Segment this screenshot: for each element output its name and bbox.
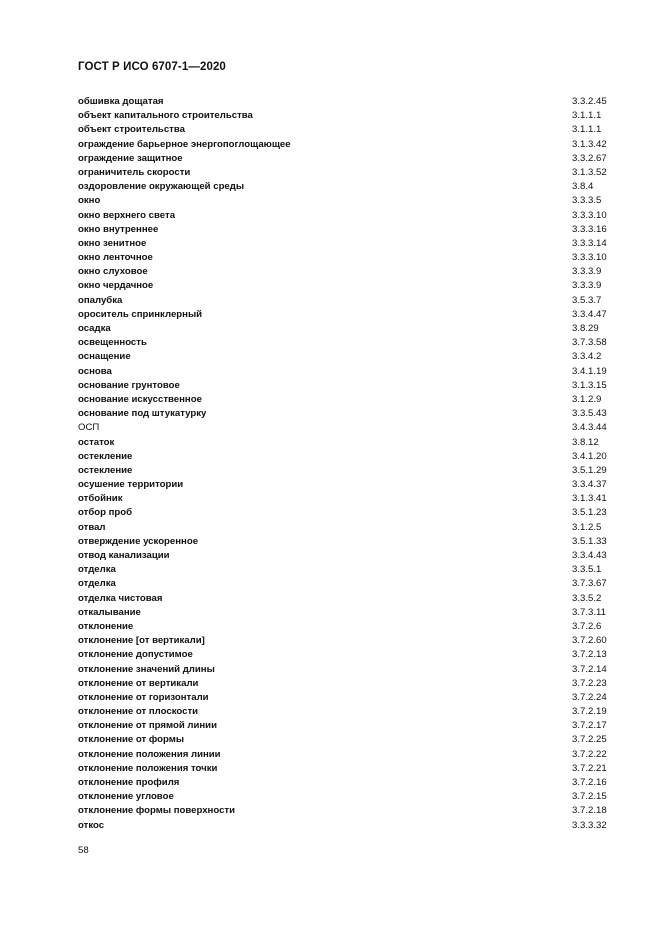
index-term: отклонение от прямой линии [78, 720, 217, 732]
index-entry [78, 421, 610, 435]
index-entry [78, 194, 610, 208]
index-entry [78, 223, 610, 237]
index-entry [78, 790, 610, 804]
index-reference: 3.5.1.33 [572, 535, 607, 547]
index-term: основание под штукатурку [78, 408, 207, 420]
index-term: опалубка [78, 294, 123, 306]
index-entry [78, 152, 610, 166]
index-reference: 3.8.12 [572, 436, 599, 448]
index-reference: 3.7.2.13 [572, 649, 607, 661]
index-term: отбойник [78, 493, 123, 505]
index-term: отклонение от формы [78, 734, 185, 746]
index-reference: 3.7.3.67 [572, 578, 607, 590]
index-term: отклонение положения линии [78, 748, 221, 760]
index-reference: 3.3.3.10 [572, 209, 607, 221]
index-reference: 3.5.3.7 [572, 294, 602, 306]
index-term: основание грунтовое [78, 379, 180, 391]
index-term: окно ленточное [78, 252, 153, 264]
index-term: объект строительства [78, 124, 185, 136]
index-entry [78, 450, 610, 464]
index-reference: 3.7.3.58 [572, 337, 607, 349]
index-term: основа [78, 365, 112, 377]
document-header: ГОСТ Р ИСО 6707-1—2020 [78, 61, 226, 73]
index-entry [78, 336, 610, 350]
index-entry [78, 95, 610, 109]
index-entry [78, 506, 610, 520]
index-entry [78, 677, 610, 691]
index-reference: 3.7.2.22 [572, 748, 607, 760]
index-entry [78, 620, 610, 634]
index-term: окно чердачное [78, 280, 154, 292]
index-entry [78, 705, 610, 719]
index-term: осадка [78, 323, 111, 334]
index-term: остекление [78, 450, 133, 462]
index-entry [78, 549, 610, 563]
index-term: отклонение угловое [78, 791, 174, 803]
index-reference: 3.7.2.60 [572, 635, 607, 647]
index-reference: 3.7.2.19 [572, 706, 607, 718]
index-term: откос [78, 819, 105, 831]
index-reference: 3.4.3.44 [572, 422, 607, 434]
index-entry [78, 279, 610, 293]
index-term: отклонение от горизонтали [78, 691, 209, 703]
index-entry [78, 322, 610, 336]
index-term: окно зенитное [78, 237, 147, 249]
index-reference: 3.7.2.23 [572, 677, 607, 689]
index-entry [78, 180, 610, 194]
index-term: отклонение [78, 620, 134, 632]
index-reference: 3.1.3.41 [572, 493, 607, 505]
index-reference: 3.7.2.17 [572, 720, 607, 732]
index-reference: 3.1.2.5 [572, 521, 602, 533]
index-term: отвод канализации [78, 550, 170, 561]
index-reference: 3.7.3.11 [572, 606, 606, 618]
index-term: отклонение профиля [78, 777, 180, 788]
index-reference: 3.3.4.43 [572, 550, 607, 561]
index-term: осушение территории [78, 479, 184, 491]
index-entry [78, 123, 610, 137]
index-reference: 3.3.4.37 [572, 479, 607, 491]
index-term: отделка [78, 578, 116, 590]
index-entry [78, 819, 610, 833]
index-term: отвал [78, 521, 106, 533]
index-term: отбор проб [78, 507, 133, 519]
index-term: ограничитель скорости [78, 166, 191, 178]
index-term: отклонение значений длины [78, 663, 215, 675]
index-entry [78, 691, 610, 705]
index-entry [78, 606, 610, 620]
index-term: оснащение [78, 351, 131, 363]
index-reference: 3.3.4.2 [572, 351, 602, 363]
index-reference: 3.4.1.19 [572, 365, 607, 377]
index-term: окно слуховое [78, 266, 148, 278]
index-reference: 3.7.2.16 [572, 777, 607, 788]
index-reference: 3.1.1.1 [572, 124, 602, 136]
index-entry [78, 109, 610, 123]
index-term: отклонение от плоскости [78, 706, 199, 718]
index-entry [78, 464, 610, 478]
index-reference: 3.7.2.21 [572, 762, 607, 774]
index-entry [78, 294, 610, 308]
index-entry [78, 762, 610, 776]
index-reference: 3.3.2.67 [572, 152, 607, 164]
index-entry [78, 209, 610, 223]
index-entry [78, 379, 610, 393]
index-term: объект капитального строительства [78, 110, 253, 122]
index-reference: 3.1.3.52 [572, 166, 607, 178]
index-term: оздоровление окружающей среды [78, 181, 245, 193]
index-reference: 3.7.2.14 [572, 663, 607, 675]
index-entry [78, 166, 610, 180]
index-term: ограждение защитное [78, 152, 183, 164]
index-reference: 3.7.2.25 [572, 734, 607, 746]
index-entry [78, 407, 610, 421]
index-reference: 3.4.1.20 [572, 450, 607, 462]
index-term: остекление [78, 464, 133, 476]
index-entry [78, 478, 610, 492]
index-reference: 3.5.1.23 [572, 507, 607, 519]
alphabetical-index [78, 95, 610, 833]
index-entry [78, 804, 610, 818]
index-entry [78, 592, 610, 606]
index-term: окно верхнего света [78, 209, 176, 221]
index-reference: 3.3.4.47 [572, 308, 607, 320]
index-term: отделка чистовая [78, 592, 163, 604]
index-entry [78, 563, 610, 577]
index-reference: 3.3.3.14 [572, 237, 607, 249]
index-entry [78, 265, 610, 279]
index-reference: 3.1.1.1 [572, 110, 602, 122]
index-term: ороситель спринклерный [78, 308, 203, 320]
index-reference: 3.1.2.9 [572, 393, 602, 405]
index-term: окно [78, 195, 101, 207]
index-reference: 3.3.3.10 [572, 252, 607, 264]
index-entry [78, 308, 610, 322]
index-term: обшивка дощатая [78, 96, 164, 107]
index-term: отверждение ускоренное [78, 535, 199, 547]
index-entry [78, 776, 610, 790]
index-entry [78, 577, 610, 591]
index-entry [78, 648, 610, 662]
index-entry [78, 634, 610, 648]
index-reference: 3.3.3.16 [572, 223, 607, 235]
index-reference: 3.8.4 [572, 181, 594, 193]
index-entry [78, 251, 610, 265]
index-reference: 3.3.5.2 [572, 592, 602, 604]
index-term: отклонение допустимое [78, 649, 193, 661]
index-reference: 3.7.2.6 [572, 620, 602, 632]
index-reference: 3.3.3.9 [572, 266, 602, 278]
index-reference: 3.8.29 [572, 323, 599, 334]
index-reference: 3.3.5.43 [572, 408, 607, 420]
index-term: отклонение от вертикали [78, 677, 199, 689]
index-entry [78, 719, 610, 733]
index-reference: 3.5.1.29 [572, 464, 607, 476]
index-term: ОСП [78, 422, 100, 434]
index-entry [78, 436, 610, 450]
index-entry [78, 535, 610, 549]
index-reference: 3.3.3.5 [572, 195, 602, 207]
index-reference: 3.7.2.18 [572, 805, 607, 817]
index-reference: 3.1.3.42 [572, 138, 607, 150]
index-entry [78, 393, 610, 407]
index-entry [78, 748, 610, 762]
index-entry [78, 733, 610, 747]
index-term: отделка [78, 564, 116, 576]
index-term: ограждение барьерное энергопоглощающее [78, 138, 291, 150]
index-term: отклонение положения точки [78, 762, 218, 774]
index-term: отклонение формы поверхности [78, 805, 235, 817]
page-number: 58 [78, 845, 89, 856]
index-reference: 3.3.5.1 [572, 564, 602, 576]
index-entry [78, 663, 610, 677]
index-term: основание искусственное [78, 393, 202, 405]
index-term: остаток [78, 436, 115, 448]
index-reference: 3.7.2.24 [572, 691, 607, 703]
index-entry [78, 365, 610, 379]
index-entry [78, 350, 610, 364]
index-entry [78, 492, 610, 506]
index-reference: 3.7.2.15 [572, 791, 607, 803]
index-entry [78, 138, 610, 152]
index-reference: 3.1.3.15 [572, 379, 607, 391]
index-term: отклонение [от вертикали] [78, 635, 205, 647]
index-term: окно внутреннее [78, 223, 159, 235]
index-entry [78, 521, 610, 535]
index-reference: 3.3.3.9 [572, 280, 602, 292]
index-entry [78, 237, 610, 251]
index-reference: 3.3.3.32 [572, 819, 607, 831]
index-reference: 3.3.2.45 [572, 96, 607, 107]
index-term: откалывание [78, 606, 141, 618]
index-term: освещенность [78, 337, 147, 349]
